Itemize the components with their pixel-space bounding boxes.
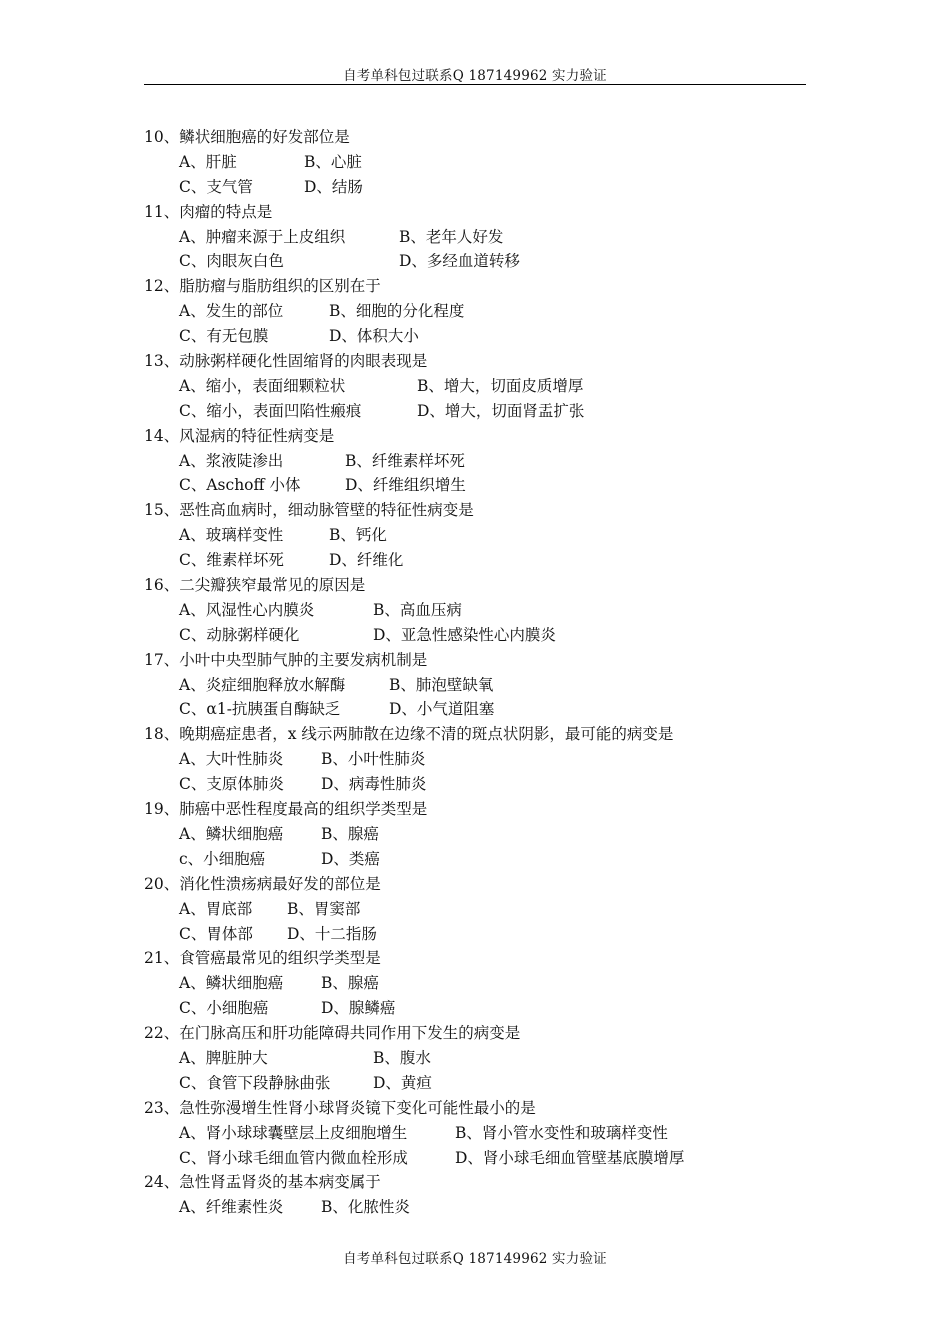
option-row (144, 822, 824, 847)
question-stem: 11、肉瘤的特点是 (144, 202, 273, 221)
answer-option: B、胃窦部 (287, 899, 361, 918)
option-row (144, 697, 824, 722)
option-row (144, 897, 824, 922)
answer-option: A、鳞状细胞癌 (179, 824, 284, 843)
answer-option: D、类癌 (321, 849, 380, 868)
answer-option: C、小细胞癌 (179, 999, 269, 1018)
option-row (144, 623, 824, 648)
answer-option: D、腺鳞癌 (321, 999, 396, 1018)
option-row (144, 1121, 824, 1146)
answer-option: D、纤维化 (329, 551, 404, 570)
answer-option: B、小叶性肺炎 (321, 750, 426, 769)
answer-option: A、胃底部 (179, 899, 253, 918)
answer-option: D、肾小球毛细血管壁基底膜增厚 (455, 1148, 685, 1167)
option-row (144, 374, 824, 399)
option-row (144, 996, 824, 1021)
question-stem: 12、脂肪瘤与脂肪组织的区别在于 (144, 277, 381, 296)
answer-option: C、肉眼灰白色 (179, 252, 284, 271)
option-row (144, 299, 824, 324)
answer-option: B、心脏 (304, 152, 362, 171)
answer-option: C、Aschoff 小体 (179, 476, 301, 495)
answer-option: C、胃体部 (179, 924, 253, 943)
answer-option: A、肾小球球囊壁层上皮细胞增生 (179, 1123, 408, 1142)
option-row (144, 1146, 824, 1171)
option-row (144, 673, 824, 698)
question-stem: 20、消化性溃疡病最好发的部位是 (144, 874, 381, 893)
answer-option: A、风湿性心内膜炎 (179, 600, 315, 619)
answer-option: C、食管下段静脉曲张 (179, 1073, 331, 1092)
question-stem: 22、在门脉高压和肝功能障碍共同作用下发生的病变是 (144, 1024, 521, 1043)
answer-option: C、α1-抗胰蛋自酶缺乏 (179, 700, 341, 719)
option-row (144, 847, 824, 872)
question-stem: 23、急性弥漫增生性肾小球肾炎镜下变化可能性最小的是 (144, 1098, 536, 1117)
answer-option: D、体积大小 (329, 327, 419, 346)
question-stem: 14、风湿病的特征性病变是 (144, 426, 335, 445)
answer-option: A、脾脏肿大 (179, 1048, 268, 1067)
answer-option: B、腺癌 (321, 974, 379, 993)
option-row (144, 324, 824, 349)
question-stem: 15、恶性高血病时，细动脉管壁的特征性病变是 (144, 501, 474, 520)
answer-option: D、小气道阻塞 (389, 700, 495, 719)
option-row (144, 175, 824, 200)
answer-option: C、支原体肺炎 (179, 775, 284, 794)
option-row (144, 249, 824, 274)
answer-option: D、结肠 (304, 177, 363, 196)
option-row (144, 1046, 824, 1071)
answer-option: D、多经血道转移 (399, 252, 520, 271)
answer-option: B、老年人好发 (399, 227, 504, 246)
question-stem: 24、急性肾盂肾炎的基本病变属于 (144, 1173, 381, 1192)
answer-option: C、有无包膜 (179, 327, 269, 346)
answer-option: C、缩小，表面凹陷性瘢痕 (179, 401, 362, 420)
answer-option: D、病毒性肺炎 (321, 775, 427, 794)
answer-option: C、维素样坏死 (179, 551, 284, 570)
answer-option: D、纤维组织增生 (345, 476, 466, 495)
question-stem: 19、肺癌中恶性程度最高的组织学类型是 (144, 800, 428, 819)
answer-option: B、细胞的分化程度 (329, 302, 465, 321)
answer-option: B、腹水 (373, 1048, 431, 1067)
answer-option: B、纤维素样坏死 (345, 451, 465, 470)
answer-option: D、增大，切面肾盂扩张 (417, 401, 585, 420)
answer-option: A、浆液陡渗出 (179, 451, 284, 470)
answer-option: B、肾小管水变性和玻璃样变性 (455, 1123, 668, 1142)
answer-option: A、大叶性肺炎 (179, 750, 284, 769)
option-row (144, 747, 824, 772)
option-row (144, 548, 824, 573)
header-divider (144, 84, 806, 85)
question-stem: 21、食管癌最常见的组织学类型是 (144, 949, 381, 968)
question-stem: 10、鳞状细胞癌的好发部位是 (144, 128, 350, 146)
answer-option: B、化脓性炎 (321, 1198, 410, 1217)
answer-option: B、腺癌 (321, 824, 379, 843)
option-row (144, 971, 824, 996)
answer-option: C、动脉粥样硬化 (179, 625, 300, 644)
option-row (144, 922, 824, 947)
option-row (144, 598, 824, 623)
answer-option: B、钙化 (329, 526, 387, 545)
option-row (144, 399, 824, 424)
option-row (144, 473, 824, 498)
answer-option: A、肿瘤来源于上皮组织 (179, 227, 346, 246)
question-stem: 18、晚期癌症患者，x 线示两肺散在边缘不清的斑点状阴影，最可能的病变是 (144, 725, 674, 744)
answer-option: A、发生的部位 (179, 302, 284, 321)
answer-option: D、黄疸 (373, 1073, 432, 1092)
option-row (144, 449, 824, 474)
answer-option: C、支气管 (179, 177, 253, 196)
question-stem: 13、动脉粥样硬化性固缩肾的肉眼表现是 (144, 352, 428, 371)
answer-option: A、炎症细胞释放水解酶 (179, 675, 346, 694)
answer-option: D、亚急性感染性心内膜炎 (373, 625, 556, 644)
answer-option: B、增大，切面皮质增厚 (417, 376, 584, 395)
page-footer: 自考单科包过联系Q 187149962 实力验证 (343, 1251, 607, 1267)
answer-option: A、玻璃样变性 (179, 526, 284, 545)
answer-option: B、肺泡壁缺氧 (389, 675, 494, 694)
answer-option: D、十二指肠 (287, 924, 377, 943)
option-row (144, 225, 824, 250)
answer-option: B、高血压病 (373, 600, 462, 619)
page-header: 自考单科包过联系Q 187149962 实力验证 (343, 68, 607, 84)
answer-option: A、缩小，表面细颗粒状 (179, 376, 346, 395)
option-row (144, 1195, 824, 1220)
option-row (144, 772, 824, 797)
option-row (144, 523, 824, 548)
question-stem: 17、小叶中央型肺气肿的主要发病机制是 (144, 650, 428, 669)
answer-option: A、纤维素性炎 (179, 1198, 284, 1217)
question-list (144, 125, 824, 1220)
question-stem: 16、二尖瓣狭窄最常见的原因是 (144, 576, 366, 595)
answer-option: c、小细胞癌 (179, 849, 266, 868)
answer-option: A、肝脏 (179, 152, 237, 171)
option-row (144, 1071, 824, 1096)
answer-option: A、鳞状细胞癌 (179, 974, 284, 993)
option-row (144, 150, 824, 175)
answer-option: C、肾小球毛细血管内微血栓形成 (179, 1148, 408, 1167)
